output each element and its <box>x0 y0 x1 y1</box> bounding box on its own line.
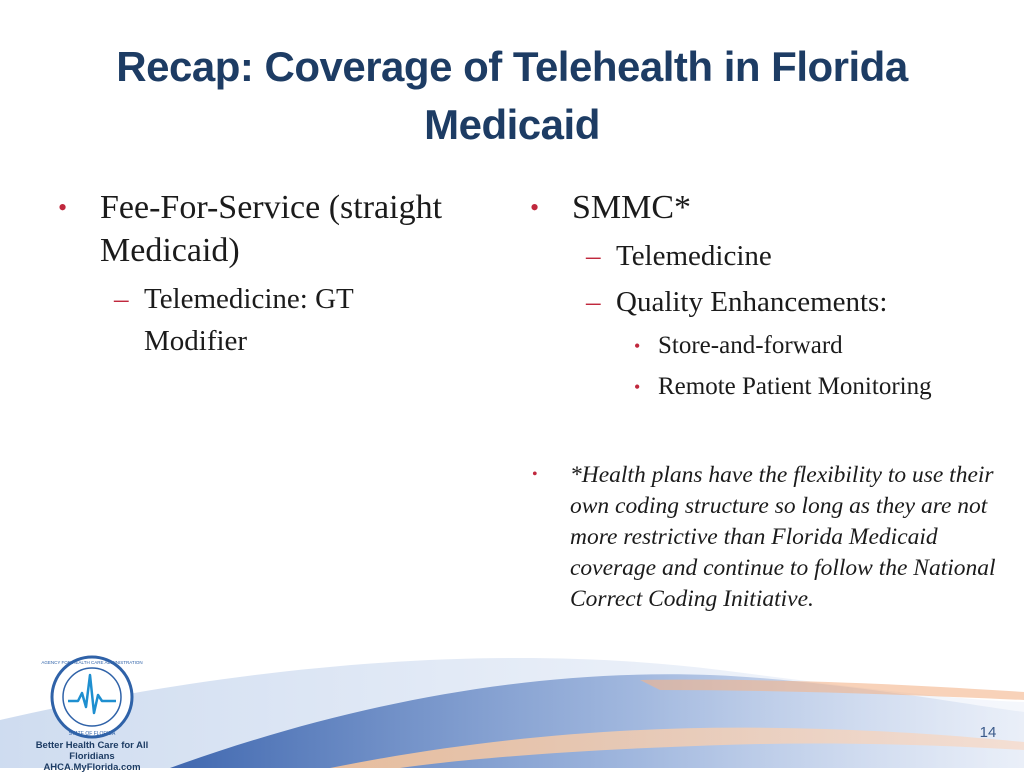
telemedicine-gt-label: Telemedicine: GT Modifier <box>144 283 354 357</box>
footnote-text: *Health plans have the flexibility to use their own coding structure so long as they are not more restrictive than Florida Medicaid coverage and continue to follow the National Correct Coding Initiative. <box>570 462 996 612</box>
left-column <box>58 186 458 362</box>
svg-text:AGENCY FOR HEALTH CARE ADMINIS: AGENCY FOR HEALTH CARE ADMINISTRATION <box>41 660 143 665</box>
right-column <box>530 186 1010 615</box>
fee-for-service-label: Fee-For-Service (straight Medicaid) <box>100 189 443 269</box>
footnote <box>530 460 1010 615</box>
bullet-dot-icon: • <box>58 193 68 222</box>
subsubitem-store-and-forward <box>530 328 1010 364</box>
telemedicine-label: Telemedicine <box>616 240 772 272</box>
subitem-quality-enhancements <box>530 281 1010 323</box>
bullet-fee-for-service <box>58 186 458 272</box>
quality-enhancements-label: Quality Enhancements: <box>616 286 888 318</box>
tagline-website: AHCA.MyFlorida.com <box>43 762 141 773</box>
dash-icon: – <box>586 286 601 318</box>
smmc-label: SMMC* <box>572 189 692 226</box>
bullet-dot-icon: • <box>634 336 641 356</box>
bullet-dot-icon: • <box>634 377 641 397</box>
subitem-telemedicine <box>530 235 1010 277</box>
bullet-smmc <box>530 186 1010 229</box>
dash-icon: – <box>586 240 601 272</box>
footer-tagline <box>16 740 168 773</box>
store-and-forward-label: Store-and-forward <box>658 332 843 359</box>
subitem-telemedicine-gt <box>58 278 458 362</box>
tagline-line1: Better Health Care for All Floridians <box>35 740 149 762</box>
page-number: 14 <box>979 724 997 741</box>
ahca-seal-icon <box>41 655 143 739</box>
bullet-dot-icon: • <box>532 466 538 483</box>
bullet-dot-icon: • <box>530 193 540 222</box>
slide-title: Recap: Coverage of Telehealth in Florida Medicaid <box>116 43 908 148</box>
remote-patient-monitoring-label: Remote Patient Monitoring <box>658 373 932 400</box>
subsubitem-remote-patient-monitoring <box>530 369 1010 405</box>
svg-text:STATE OF FLORIDA: STATE OF FLORIDA <box>68 731 116 737</box>
dash-icon: – <box>114 283 129 315</box>
